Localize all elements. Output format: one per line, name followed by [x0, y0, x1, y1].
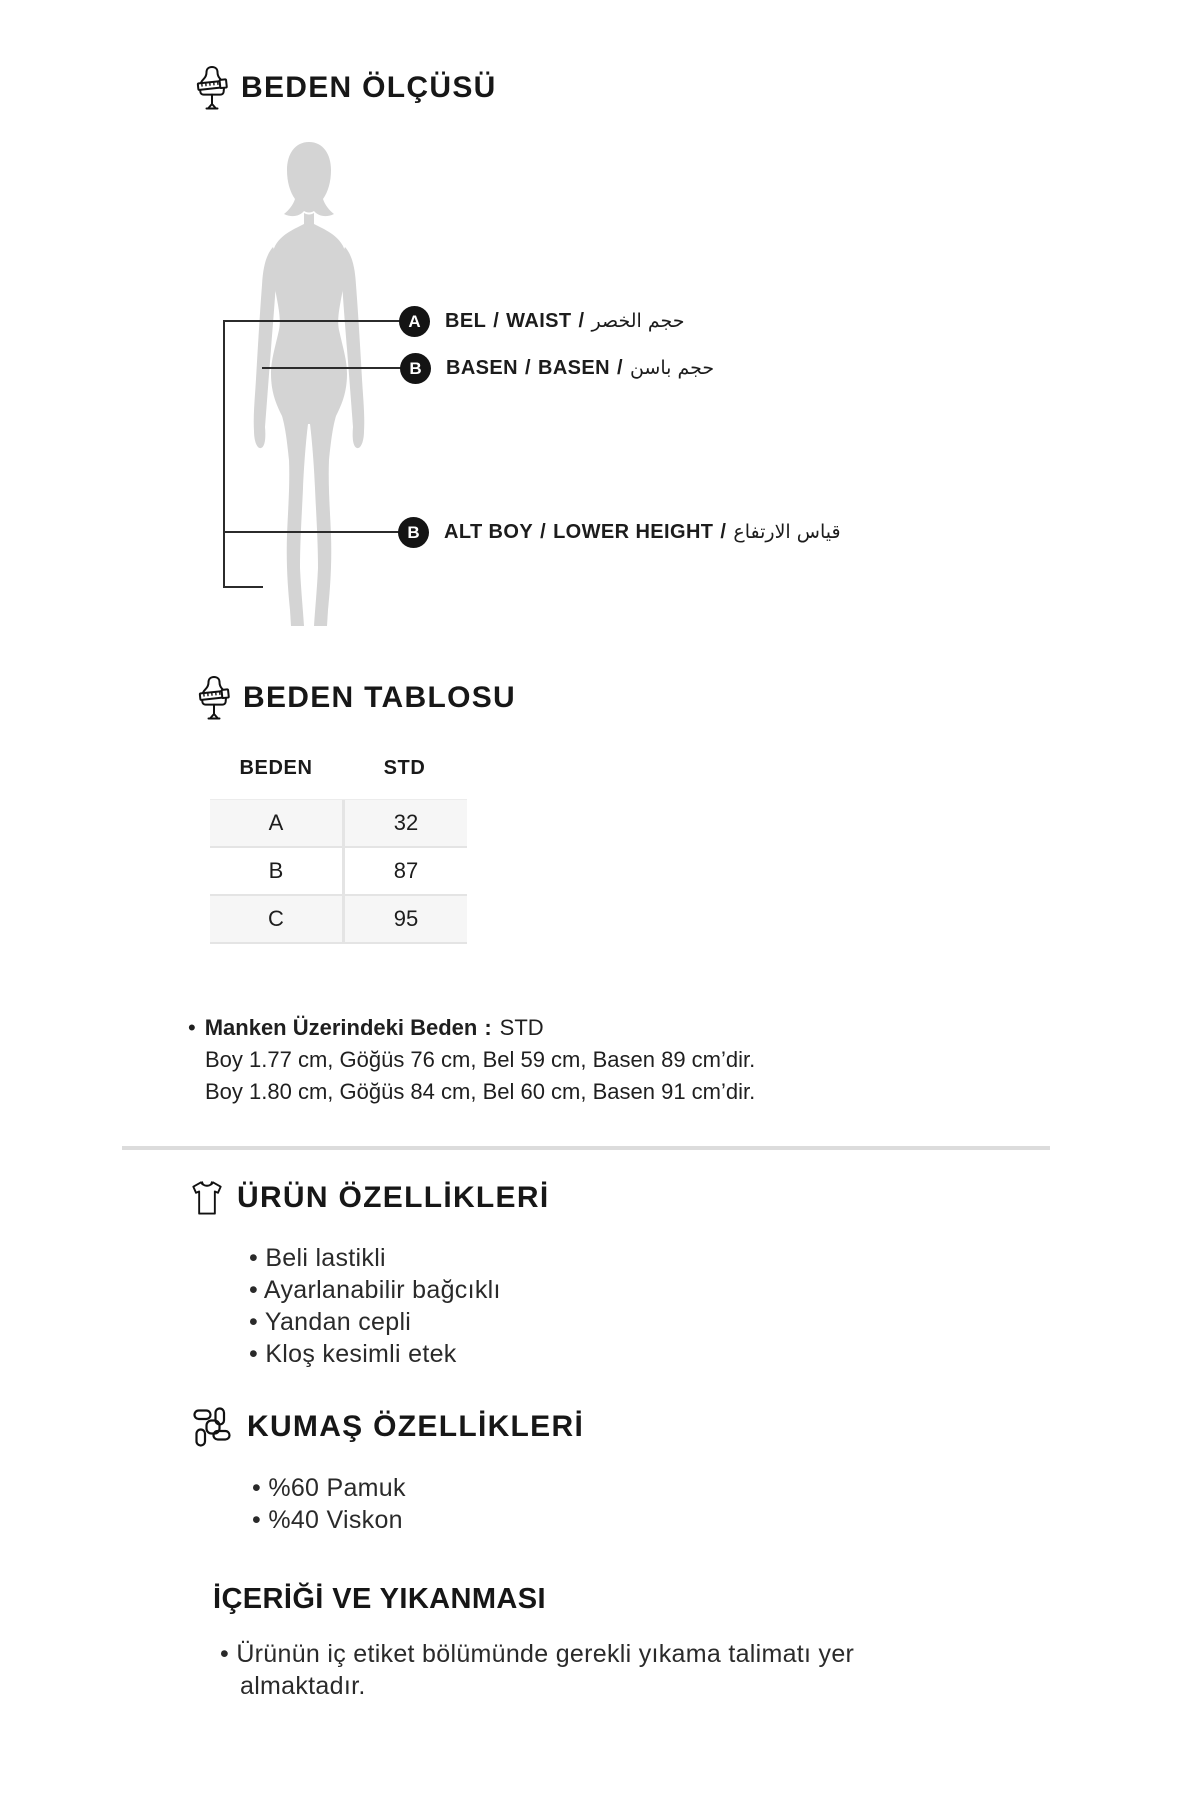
- measure-row-waist: [399, 306, 684, 337]
- model-measurements-line: Boy 1.77 cm, Göğüs 76 cm, Bel 59 cm, Basen 89 cm’dir.: [205, 1047, 756, 1072]
- measure-label-waist: [445, 310, 684, 333]
- body-silhouette: [246, 140, 372, 626]
- label-ar: حجم باسن: [629, 357, 715, 379]
- badge-b2: B: [398, 517, 429, 548]
- label-en: BASEN: [537, 357, 610, 379]
- slash: /: [720, 521, 727, 543]
- label-ar: حجم الخصر: [591, 310, 685, 332]
- lower-height-pointer-line: [223, 531, 400, 533]
- slash: /: [540, 521, 547, 543]
- label-en: LOWER HEIGHT: [553, 521, 714, 543]
- list-item: • Ayarlanabilir bağcıklı: [249, 1274, 501, 1306]
- section-title: KUMAŞ ÖZELLİKLERİ: [247, 1410, 585, 1443]
- cell-key: B: [268, 858, 284, 883]
- model-size-label: Manken Üzerindeki Beden: [204, 1015, 478, 1040]
- column-header-beden: BEDEN: [239, 757, 313, 779]
- slash: /: [493, 310, 500, 332]
- cell-key: A: [268, 810, 284, 835]
- size-table-head: [210, 757, 467, 780]
- product-features-header: [190, 1174, 549, 1222]
- slash: /: [525, 357, 531, 379]
- cell-value: 32: [342, 800, 467, 846]
- measure-label-lower-height: [444, 521, 841, 544]
- list-item: • Yandan cepli: [249, 1306, 501, 1338]
- waist-pointer-line: [223, 320, 400, 322]
- label-en: WAIST: [506, 310, 572, 332]
- list-item: • Beli lastikli: [249, 1242, 501, 1274]
- mannequin-icon: [198, 674, 230, 722]
- size-table-header: [198, 672, 516, 724]
- table-row: [210, 799, 467, 848]
- section-divider: [122, 1146, 1050, 1150]
- label-ar: قياس الارتفاع: [733, 521, 841, 543]
- model-size-title-line: [188, 1012, 755, 1044]
- model-size-note: [188, 1012, 755, 1108]
- badge-b: B: [400, 353, 431, 384]
- cell-value: 87: [342, 848, 467, 894]
- care-list: [220, 1638, 920, 1702]
- fabric-features-list: [252, 1472, 406, 1536]
- bracket-vertical-line: [223, 320, 225, 588]
- label-tr: ALT BOY: [444, 521, 534, 543]
- column-header-std: STD: [383, 757, 426, 779]
- care-header: İÇERİĞİ VE YIKANMASI: [213, 1583, 546, 1615]
- list-item: • Ürünün iç etiket bölümünde gerekli yıkama talimatı yer almaktadır.: [220, 1638, 920, 1702]
- section-title: BEDEN TABLOSU: [243, 681, 517, 714]
- size-measure-header: [196, 62, 497, 114]
- bullet: [188, 1015, 205, 1040]
- size-table: [210, 757, 467, 944]
- product-features-list: [249, 1242, 501, 1370]
- fabric-features-header: [192, 1404, 584, 1450]
- mannequin-icon: [196, 64, 228, 112]
- measure-row-lower-height: [398, 517, 841, 548]
- list-item: • %40 Viskon: [252, 1504, 406, 1536]
- table-row: [210, 848, 467, 896]
- label-tr: BEL: [445, 310, 487, 332]
- cell-key: C: [268, 906, 284, 931]
- model-measurements-line: Boy 1.80 cm, Göğüs 84 cm, Bel 60 cm, Basen 91 cm’dir.: [205, 1079, 756, 1104]
- list-item: • Kloş kesimli etek: [249, 1338, 501, 1370]
- page-title: BEDEN ÖLÇÜSÜ: [241, 71, 497, 104]
- table-row: [210, 896, 467, 944]
- cell-value: 95: [342, 896, 467, 942]
- measure-label-hip: [446, 357, 714, 380]
- bracket-bottom-tick: [223, 586, 263, 588]
- slash: /: [578, 310, 585, 332]
- hip-pointer-line: [262, 367, 402, 369]
- size-table-body: [210, 799, 467, 944]
- section-title: ÜRÜN ÖZELLİKLERİ: [237, 1181, 550, 1214]
- tshirt-icon: [190, 1177, 224, 1219]
- measure-row-hip: [400, 353, 714, 384]
- model-size-value: STD: [499, 1015, 544, 1040]
- slash: /: [617, 357, 623, 379]
- colon: :: [484, 1015, 492, 1040]
- badge-a: A: [399, 306, 430, 337]
- fabric-weave-icon: [192, 1406, 234, 1448]
- list-item: • %60 Pamuk: [252, 1472, 406, 1504]
- label-tr: BASEN: [446, 357, 519, 379]
